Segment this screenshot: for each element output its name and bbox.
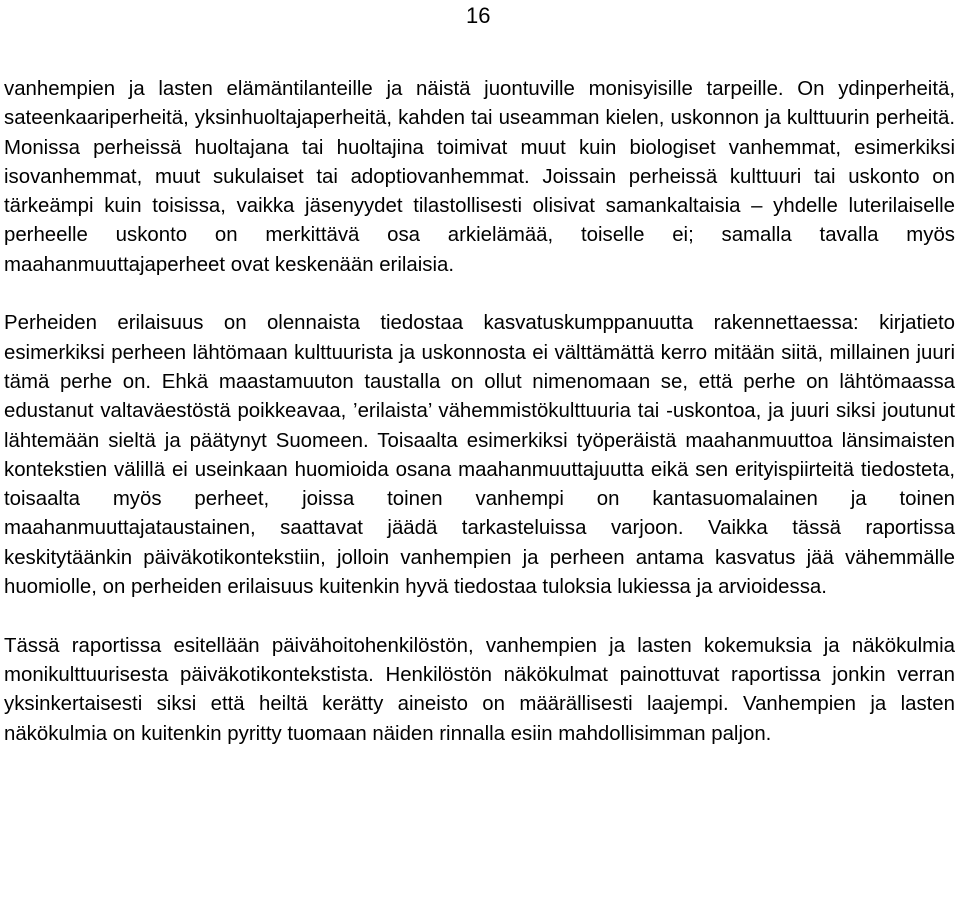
document-body: [4, 75, 955, 749]
page-number: 16: [466, 3, 491, 28]
paragraph-report-scope: Tässä raportissa esitellään päivähoitohenkilöstön, vanhempien ja lasten kokemuksia ja näkökulmia monikulttuurisesta päiväkotikontekstista. Henkilöstön näkökulmat painottuvat raportissa jonkin verran yksinkertaisesti siksi että heiltä kerätty aineisto on määrällisesti laajempi. Vanhempien ja lasten näkökulmia on kuitenkin pyritty tuomaan näiden rinnalla esiin mahdollisimman paljon.: [4, 634, 955, 745]
paragraph-awareness-of-differences: Perheiden erilaisuus on olennaista tiedostaa kasvatuskumppanuutta rakennettaessa: kirjatieto esimerkiksi perheen lähtömaan kulttuurista ja uskonnosta ei välttämättä kerro mitään siitä, millainen juuri tämä perhe on. Ehkä maastamuuton taustalla on ollut nimenomaan se, että perhe on lähtömaassa edustanut valtaväestöstä poikkeavaa, ’erilaista’ vähemmistökulttuuria tai -uskontoa, ja juuri siksi joutunut lähtemään sieltä ja päätynyt Suomeen. Toisaalta esimerkiksi työperäistä maahanmuuttoa länsimaisten kontekstien välillä ei useinkaan huomioida osana maahanmuuttajuutta eikä sen erityispiirteitä tiedosteta, toisaalta myös perheet, joissa toinen vanhempi on kantasuomalainen ja toinen maahanmuuttajataustainen, saattavat jäädä tarkasteluissa varjoon. Vaikka tässä raportissa keskitytäänkin päiväkotikontekstiin, jolloin vanhempien ja perheen antama kasvatus jää vähemmälle huomiolle, on perheiden erilaisuus kuitenkin hyvä tiedostaa tuloksia lukiessa ja arvioidessa.: [4, 312, 955, 599]
paragraph-family-diversity: vanhempien ja lasten elämäntilanteille ja näistä juontuville monisyisille tarpeille. On ydinperheitä, sateenkaariperheitä, yksinhuoltajaperheitä, kahden tai useamman kielen, uskonnon ja kulttuurin perheitä. Monissa perheissä huoltajana tai huoltajina toimivat muut kuin biologiset vanhemmat, esimerkiksi isovanhemmat, muut sukulaiset tai adoptiovanhemmat. Joissain perheissä kulttuuri tai uskonto on tärkeämpi kuin toisissa, vaikka jäsenyydet tilastollisesti olisivat samankaltaisia – yhdelle luterilaiselle perheelle uskonto on merkittävä osa arkielämää, toiselle ei; samalla tavalla myös maahanmuuttajaperheet ovat keskenään erilaisia.: [4, 78, 955, 276]
